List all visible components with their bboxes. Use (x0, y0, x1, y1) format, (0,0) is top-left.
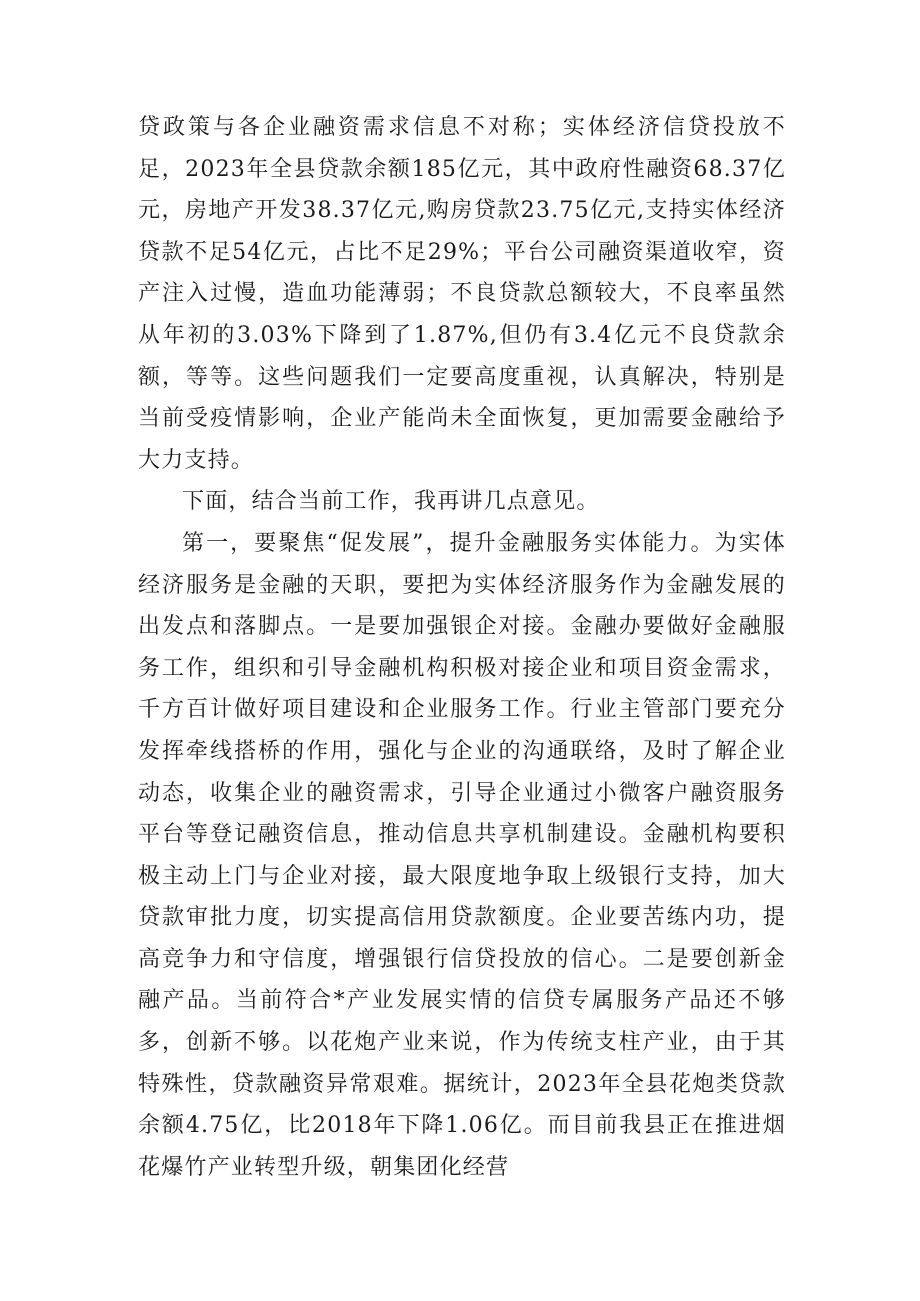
body-text (138, 107, 786, 1188)
paragraph-continuation: 贷政策与各企业融资需求信息不对称；实体经济信贷投放不足，2023年全县贷款余额185亿元，其中政府性融资68.37亿元，房地产开发38.37亿元,购房贷款23.75亿元,支持实体经济贷款不足54亿元，占比不足29%；平台公司融资渠道收窄，资产注入过慢，造血功能薄弱；不良贷款总额较大，不良率虽然从年初的3.03%下降到了1.87%,但仍有3.4亿元不良贷款余额，等等。这些问题我们一定要高度重视，认真解决，特别是当前受疫情影响，企业产能尚未全面恢复，更加需要金融给予大力支持。 (138, 115, 786, 473)
paragraph-first-point: 第一，要聚焦“促发展”，提升金融服务实体能力。为实体经济服务是金融的天职，要把为实体经济服务作为金融发展的出发点和落脚点。一是要加强银企对接。金融办要做好金融服务工作，组织和引导金融机构积极对接企业和项目资金需求，千方百计做好项目建设和企业服务工作。行业主管部门要充分发挥牵线搭桥的作用，强化与企业的沟通联络，及时了解企业动态，收集企业的融资需求，引导企业通过小微客户融资服务平台等登记融资信息，推动信息共享机制建设。金融机构要积极主动上门与企业对接，最大限度地争取上级银行支持，加大贷款审批力度，切实提高信用贷款额度。企业要苦练内功，提高竞争力和守信度，增强银行信贷投放的信心。二是要创新金融产品。当前符合*产业发展实情的信贷专属服务产品还不够多，创新不够。以花炮产业来说，作为传统支柱产业，由于其特殊性，贷款融资异常艰难。据统计，2023年全县花炮类贷款余额4.75亿，比2018年下降1.06亿。而目前我县正在推进烟花爆竹产业转型升级，朝集团化经营 (138, 530, 786, 1180)
paragraph-transition: 下面，结合当前工作，我再讲几点意见。 (182, 489, 600, 515)
